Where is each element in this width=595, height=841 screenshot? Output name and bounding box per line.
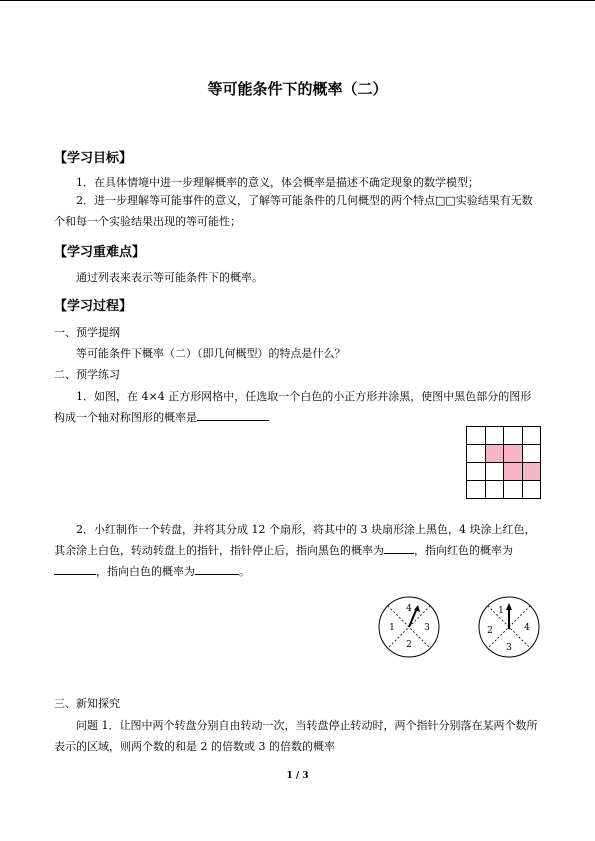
answer-blank-black[interactable] <box>384 542 414 554</box>
question-1-text: 1．如图，在 4×4 正方形网格中，任选取一个白色的小正方形并涂黑，使图中黑色部分的图形构成一个轴对称图形的概率是 <box>54 390 532 424</box>
answer-blank-1[interactable] <box>197 409 269 421</box>
keypoints-heading: 【学习重难点】 <box>54 245 146 260</box>
grid-cell-white <box>523 445 542 463</box>
new-knowledge-title: 三、新知探究 <box>54 697 120 710</box>
page-number: 1 / 3 <box>286 771 309 781</box>
spinner-left <box>377 595 441 659</box>
answer-blank-red[interactable] <box>54 563 96 575</box>
grid-cell-shaded <box>523 463 542 481</box>
spinner-left-number: 3 <box>424 623 430 633</box>
grid-cell-white <box>467 427 486 445</box>
grid-cell-shaded <box>504 463 523 481</box>
prestudy-outline-text: 等可能条件下概率（二）（即几何概型）的特点是什么？ <box>76 347 346 360</box>
spinner-right-number: 2 <box>487 626 493 636</box>
page-title: 等可能条件下的概率（二） <box>207 80 388 98</box>
prestudy-outline-title: 一、预学提纲 <box>54 326 120 339</box>
question-2-text-c: ，指向白色的概率为 <box>96 565 195 578</box>
spinner-right-number: 4 <box>524 623 530 633</box>
goal-item-1: 1．在具体情境中进一步理解概率的意义，体会概率是描述不确定现象的数学模型； <box>76 176 479 189</box>
question-2-text-b: ，指向红色的概率为 <box>414 544 513 557</box>
spinner-left-number: 4 <box>406 604 412 614</box>
grid-cell-white <box>523 481 542 499</box>
spinner-left-number: 1 <box>389 623 395 633</box>
grid-cell-white <box>467 481 486 499</box>
grid-cell-white <box>486 463 505 481</box>
grid-cell-shaded <box>486 445 505 463</box>
keypoints-text: 通过列表来表示等可能条件下的概率。 <box>76 271 263 284</box>
prestudy-exercise-title: 二、预学练习 <box>54 368 120 381</box>
goal-item-2: 2．进一步理解等可能事件的意义，了解等可能条件的几何概型的两个特点□□实验结果有无数个和每一个实验结果出现的等可能性； <box>54 194 533 228</box>
grid-cell-white <box>523 427 542 445</box>
goals-heading: 【学习目标】 <box>54 151 133 166</box>
spinner-right-number: 3 <box>506 643 512 653</box>
question-2-text-a: 2．小红制作一个转盘，并将其分成 12 个扇形，将其中的 3 块扇形涂上黑色，4 块涂上红色，其余涂上白色，转动转盘上的指针，指针停止后，指向黑色的概率为 <box>54 523 536 557</box>
spinner-left-number: 2 <box>406 640 412 650</box>
spinner-right-number: 1 <box>498 606 504 616</box>
grid-cell-white <box>467 445 486 463</box>
grid-cell-shaded <box>504 445 523 463</box>
process-heading: 【学习过程】 <box>54 299 133 314</box>
grid-cell-white <box>486 427 505 445</box>
top-rule <box>0 0 595 1</box>
spinner-right <box>477 595 541 659</box>
grid-cell-white <box>504 481 523 499</box>
question-2 <box>54 519 542 582</box>
question-2-text-d: 。 <box>239 565 250 578</box>
square-grid-4x4 <box>466 426 541 499</box>
grid-cell-white <box>486 481 505 499</box>
grid-cell-white <box>504 427 523 445</box>
problem-1: 问题 1．让图中两个转盘分别自由转动一次，当转盘停止转动时，两个指针分别落在某两个数所表示的区域，则两个数的和是 2 的倍数或 3 的倍数的概率 <box>54 719 538 753</box>
grid-cell-white <box>467 463 486 481</box>
answer-blank-white[interactable] <box>195 563 239 575</box>
question-1 <box>54 386 542 428</box>
